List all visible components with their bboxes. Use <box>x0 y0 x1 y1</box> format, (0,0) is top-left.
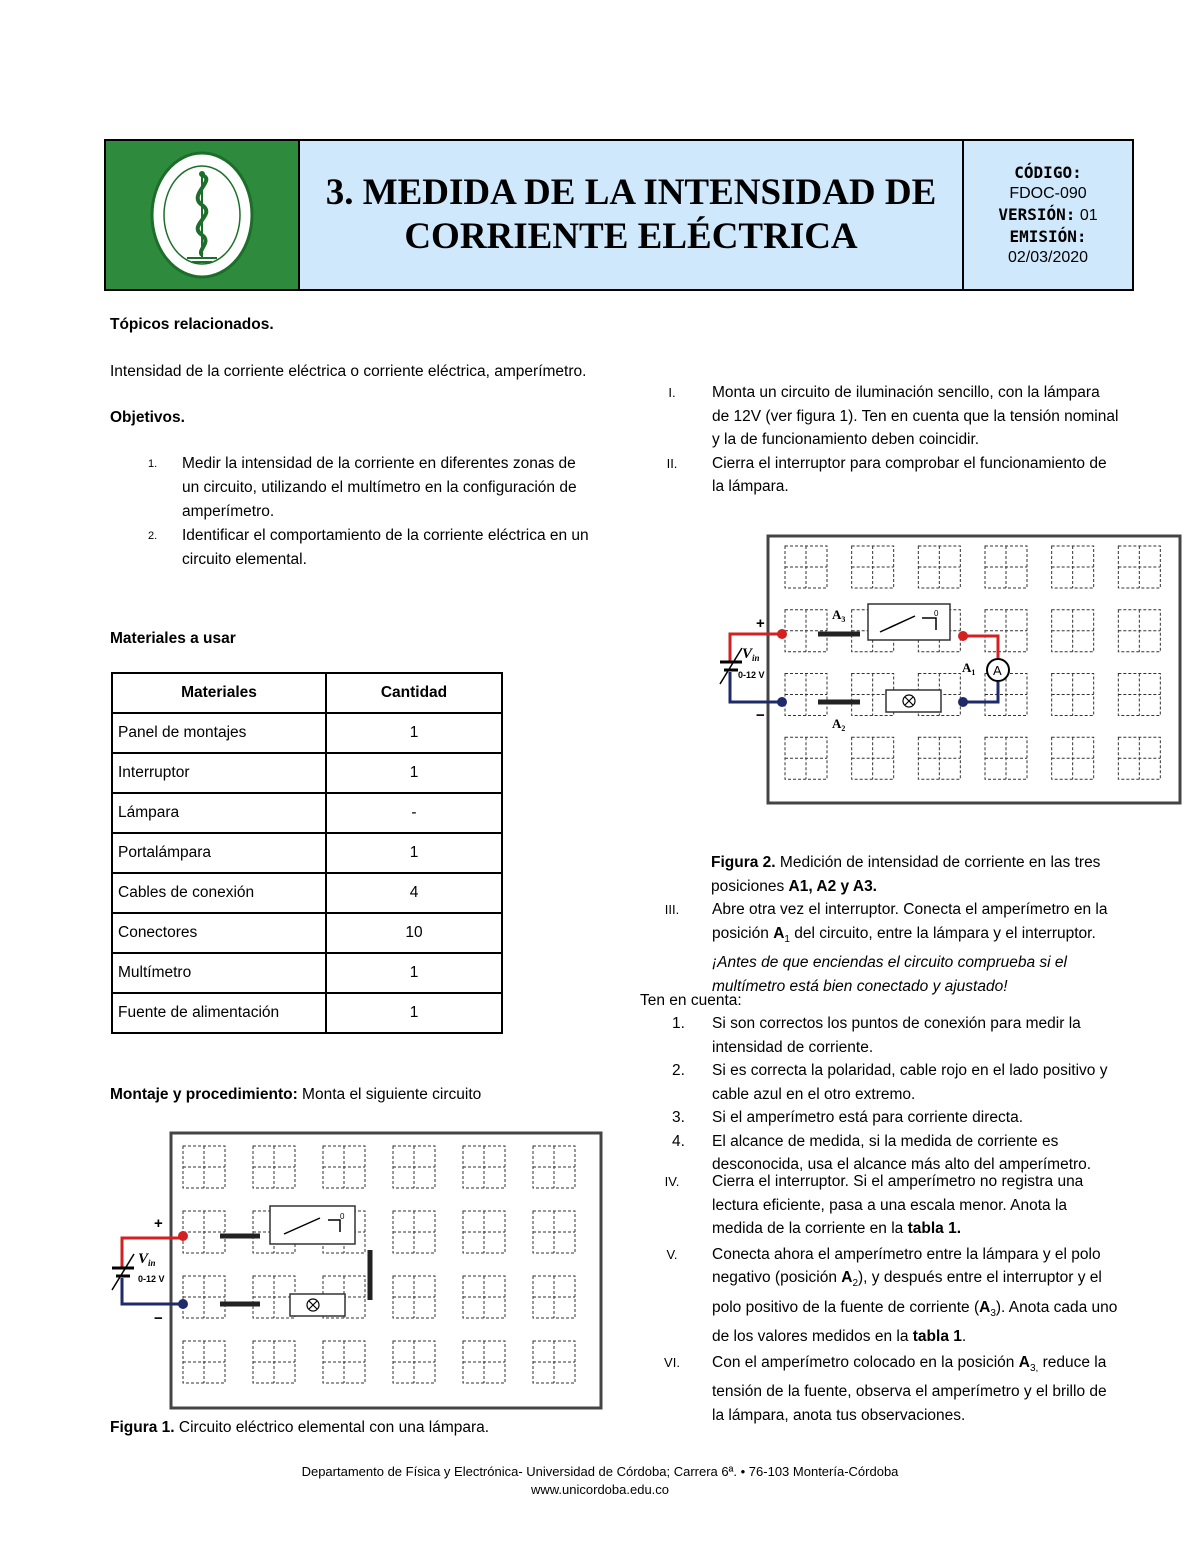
positive-terminal <box>777 629 787 639</box>
steps-list-a <box>640 381 1130 499</box>
vin-label: $V_{in}$ <box>742 646 760 663</box>
switch-zero-label: 0 <box>340 1212 345 1221</box>
list-item: II. Cierra el interruptor para comprobar el funcionamiento de la lámpara. <box>666 454 1107 495</box>
list-item: 2. Identificar el comportamiento de la corriente eléctrica en un circuito elemental. <box>148 527 589 568</box>
objectives-list <box>110 452 600 572</box>
svg-text:A: A <box>993 663 1002 678</box>
materials-heading: Materiales a usar <box>110 630 236 647</box>
minus-sign: − <box>154 1310 163 1327</box>
version-value: 01 <box>1079 207 1098 224</box>
montaje-line: Montaje y procedimiento: Monta el siguiente circuito <box>110 1086 482 1103</box>
steps-list-b <box>640 1170 1130 1427</box>
document-title: 3. MEDIDA DE LA INTENSIDAD DE CORRIENTE ELÉCTRICA <box>325 172 937 257</box>
table-row: Panel de montajes 1 <box>112 713 502 753</box>
negative-terminal <box>777 697 787 707</box>
switch-zero-label: 0 <box>934 609 939 618</box>
figure-2-circuit <box>710 532 1190 807</box>
figure-1-caption: Figura 1. Circuito eléctrico elemental con una lámpara. <box>110 1419 490 1436</box>
table-row: Lámpara - <box>112 793 502 833</box>
footer-website[interactable]: www.unicordoba.edu.co <box>530 1482 670 1497</box>
minus-sign: − <box>756 707 765 724</box>
emission-value: 02/03/2020 <box>1007 249 1089 266</box>
table-header: Cantidad <box>326 673 502 713</box>
title-cell <box>300 141 964 289</box>
list-item: III. Abre otra vez el interruptor. Conecta el amperímetro en la posición $A_1$ del circuito, entre la lámpara y el interruptor. ¡Antes de que enciendas el circuito comprueba si el multímetro está bien conectado y ajustado! <box>664 901 1108 995</box>
table-row: Portalámpara 1 <box>112 833 502 873</box>
logo-cell <box>106 141 300 289</box>
figure-2-caption: Figura 2. Medición de intensidad de corriente en las tres posiciones A1, A2 y A3. <box>711 854 1101 895</box>
university-seal-logo <box>147 150 257 280</box>
positive-terminal <box>178 1231 188 1241</box>
version-label: VERSIÓN: <box>998 205 1076 224</box>
table-row: Multímetro 1 <box>112 953 502 993</box>
notes-list <box>640 1012 1130 1177</box>
table-header: Materiales <box>112 673 326 713</box>
topics-heading: Tópicos relacionados. <box>110 316 274 333</box>
code-value: FDOC-090 <box>1009 185 1087 202</box>
list-item: IV. Cierra el interruptor. Si el amperímetro no registra una lectura eficiente, pasa a una escala menor. Anota la medida de la corriente en la tabla 1. <box>664 1173 1084 1237</box>
voltage-range-label: 0-12 V <box>738 670 765 680</box>
document-header <box>104 139 1134 291</box>
table-row: Conectores 10 <box>112 913 502 953</box>
code-label: CÓDIGO: <box>1014 163 1082 182</box>
code-cell <box>964 141 1132 289</box>
page-footer <box>0 1463 1200 1499</box>
table-row: Interruptor 1 <box>112 753 502 793</box>
list-item: 1. Si son correctos los puntos de conexión para medir la intensidad de corriente. <box>672 1015 1081 1056</box>
step-3 <box>640 898 1130 998</box>
mounting-panel <box>171 1133 601 1408</box>
materials-table <box>111 672 503 1034</box>
figure-1-circuit <box>108 1128 608 1413</box>
table-row: Fuente de alimentación 1 <box>112 993 502 1033</box>
a2-label: $A_2$ <box>832 716 846 733</box>
objectives-heading: Objetivos. <box>110 409 185 426</box>
list-item: 2. Si es correcta la polaridad, cable rojo en el lado positivo y cable azul en el otro extremo. <box>672 1062 1108 1103</box>
plus-sign: + <box>756 615 765 632</box>
footer-address: Departamento de Física y Electrónica- Universidad de Córdoba; Carrera 6ª. • 76-103 Montería-Córdoba <box>301 1464 899 1479</box>
table-row: Cables de conexión 4 <box>112 873 502 913</box>
a3-label: $A_3$ <box>832 607 846 624</box>
vin-label: $V_{in}$ <box>138 1251 156 1268</box>
a1-label: $A_1$ <box>962 660 976 677</box>
ten-en-cuenta: Ten en cuenta: <box>640 992 742 1009</box>
list-item: VI. Con el amperímetro colocado en la posición $A_{3,}$ reduce la tensión de la fuente, observa el amperímetro y el brillo de la lámpara, anota tus observaciones. <box>664 1353 1107 1424</box>
list-item: I. Monta un circuito de iluminación sencillo, con la lámpara de 12V (ver figura 1). Ten en cuenta que la tensión nominal y la de funcionamiento deben coincidir. <box>668 384 1119 448</box>
list-item: 1. Medir la intensidad de la corriente en diferentes zonas de un circuito, utilizando el multímetro en la configuración de amperímetro. <box>148 455 577 520</box>
voltage-range-label: 0-12 V <box>138 1274 165 1284</box>
plus-sign: + <box>154 1215 163 1232</box>
list-item: V. Conecta ahora el amperímetro entre la lámpara y el polo negativo (posición $A_2$), y después entre el interruptor y el polo positivo de la fuente de corriente $(A_3)$. Anota cada uno de los valores medidos en la tabla 1. <box>666 1245 1118 1346</box>
table-header-row <box>112 673 502 713</box>
negative-terminal <box>178 1299 188 1309</box>
topics-text: Intensidad de la corriente eléctrica o corriente eléctrica, amperímetro. <box>110 363 587 380</box>
list-item: 3. Si el amperímetro está para corriente directa. <box>672 1109 1023 1126</box>
emission-label: EMISIÓN: <box>1009 227 1087 246</box>
list-item: 4. El alcance de medida, si la medida de corriente es desconocida, usa el alcance más alto del amperímetro. <box>672 1132 1092 1173</box>
